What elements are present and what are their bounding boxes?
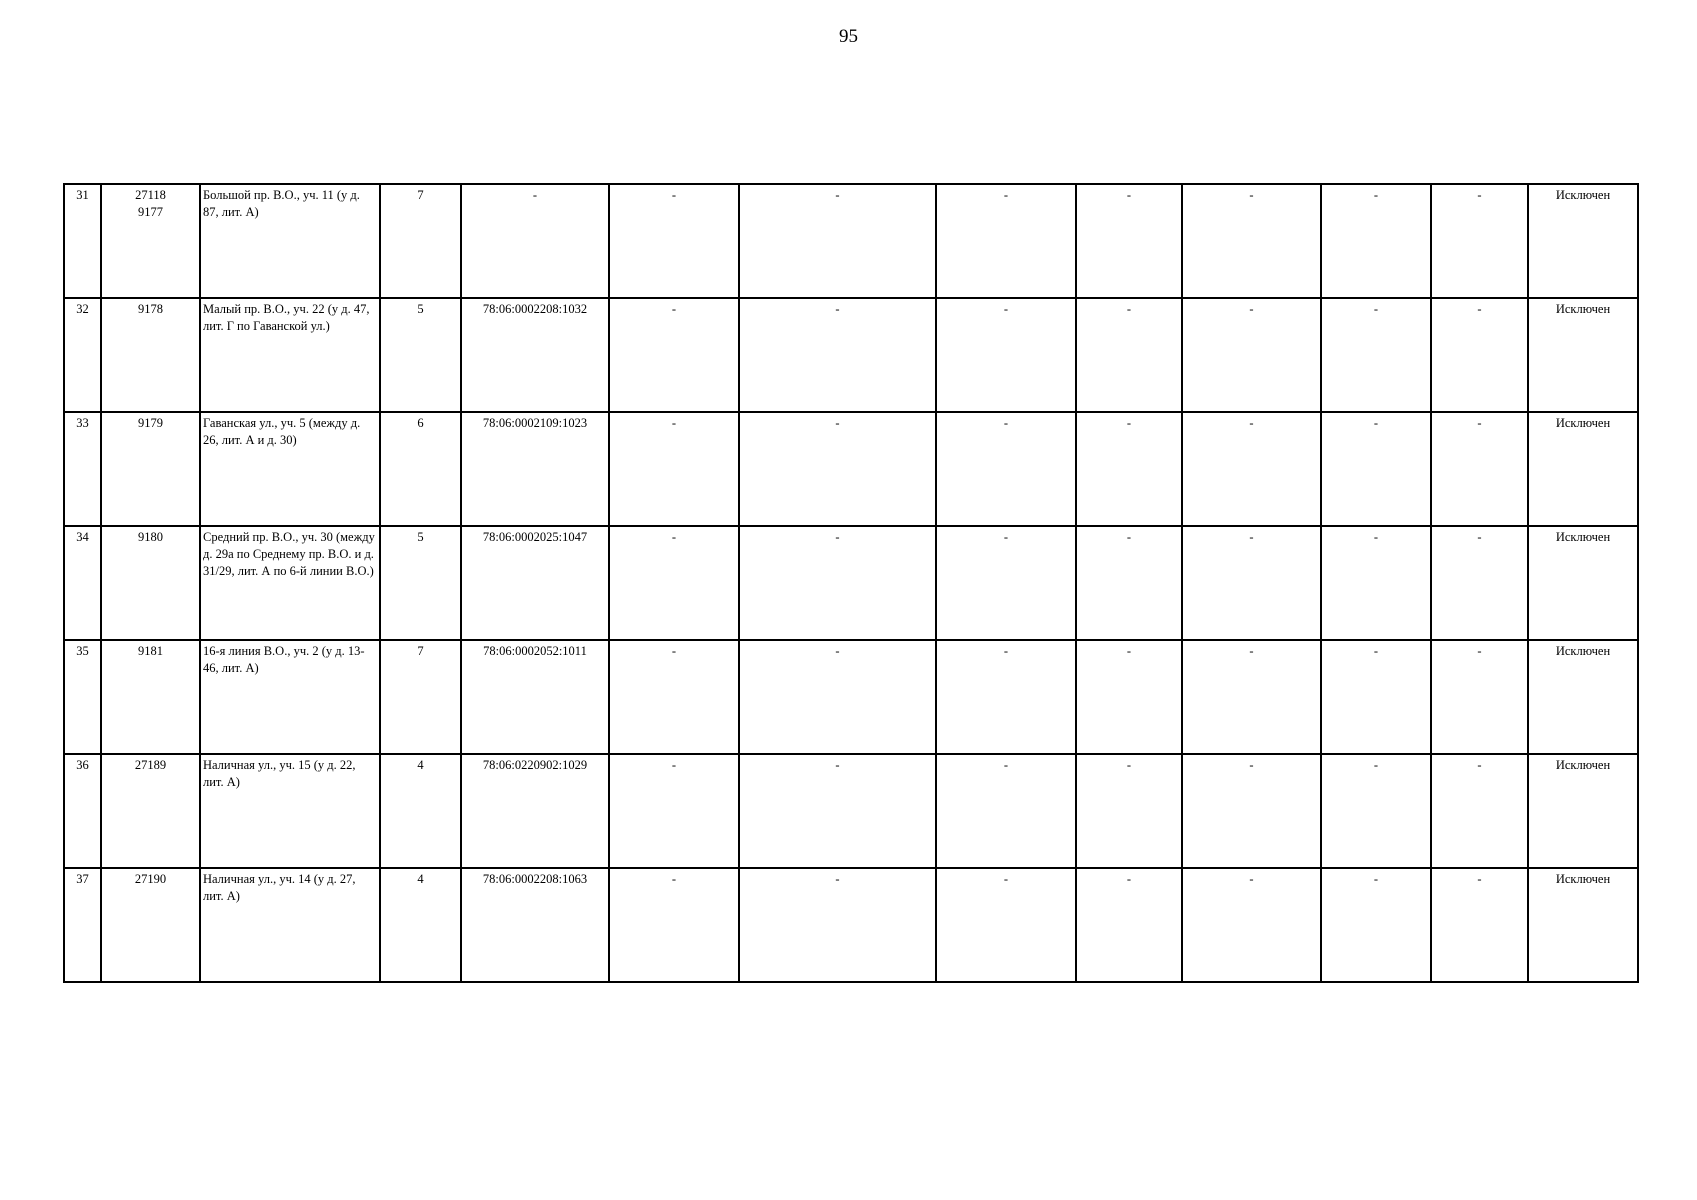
dash-cell: - bbox=[1076, 754, 1182, 868]
dash-cell: - bbox=[1076, 868, 1182, 982]
object-id: 9179 bbox=[138, 416, 163, 430]
row-number-cell: 32 bbox=[64, 298, 101, 412]
object-id-cell bbox=[101, 412, 200, 526]
table-row bbox=[64, 868, 1638, 982]
dash-cell: - bbox=[1431, 640, 1528, 754]
dash-cell: - bbox=[1321, 184, 1431, 298]
dash-cell: - bbox=[1182, 640, 1321, 754]
object-id-cell bbox=[101, 754, 200, 868]
places-cell: 4 bbox=[380, 754, 461, 868]
table-row bbox=[64, 298, 1638, 412]
dash-cell: - bbox=[739, 754, 936, 868]
dash-cell: - bbox=[609, 868, 739, 982]
places-cell: 5 bbox=[380, 526, 461, 640]
row-number-cell: 34 bbox=[64, 526, 101, 640]
object-id: 9181 bbox=[138, 644, 163, 658]
places-cell: 5 bbox=[380, 298, 461, 412]
object-id: 9178 bbox=[138, 302, 163, 316]
address-cell: Средний пр. В.О., уч. 30 (между д. 29а по Среднему пр. В.О. и д. 31/29, лит. А по 6-й линии В.О.) bbox=[200, 526, 380, 640]
status-cell: Исключен bbox=[1528, 868, 1638, 982]
address-cell: 16-я линия В.О., уч. 2 (у д. 13-46, лит. А) bbox=[200, 640, 380, 754]
object-id-cell bbox=[101, 640, 200, 754]
places-cell: 7 bbox=[380, 184, 461, 298]
dash-cell: - bbox=[1321, 868, 1431, 982]
object-id-cell bbox=[101, 184, 200, 298]
cadastral-number-cell: 78:06:0220902:1029 bbox=[461, 754, 609, 868]
page-number: 95 bbox=[839, 26, 858, 47]
status-cell: Исключен bbox=[1528, 412, 1638, 526]
table-row bbox=[64, 526, 1638, 640]
dash-cell: - bbox=[1076, 298, 1182, 412]
dash-cell: - bbox=[1431, 868, 1528, 982]
dash-cell: - bbox=[936, 868, 1076, 982]
object-id: 27189 bbox=[134, 758, 167, 772]
object-id-cell bbox=[101, 298, 200, 412]
dash-cell: - bbox=[1431, 184, 1528, 298]
dash-cell: - bbox=[739, 184, 936, 298]
dash-cell: - bbox=[936, 526, 1076, 640]
dash-cell: - bbox=[609, 754, 739, 868]
places-cell: 4 bbox=[380, 868, 461, 982]
status-cell: Исключен bbox=[1528, 298, 1638, 412]
cadastral-number-cell: 78:06:0002025:1047 bbox=[461, 526, 609, 640]
object-id: 27190 bbox=[134, 872, 167, 886]
object-id: 27118 bbox=[135, 188, 166, 202]
row-number-cell: 33 bbox=[64, 412, 101, 526]
dash-cell: - bbox=[1182, 412, 1321, 526]
dash-cell: - bbox=[1076, 640, 1182, 754]
dash-cell: - bbox=[936, 184, 1076, 298]
cadastral-number-cell: 78:06:0002208:1032 bbox=[461, 298, 609, 412]
status-cell: Исключен bbox=[1528, 526, 1638, 640]
dash-cell: - bbox=[1321, 412, 1431, 526]
dash-cell: - bbox=[1182, 754, 1321, 868]
cadastral-number-cell: 78:06:0002109:1023 bbox=[461, 412, 609, 526]
cadastral-number-cell: 78:06:0002052:1011 bbox=[461, 640, 609, 754]
places-cell: 6 bbox=[380, 412, 461, 526]
dash-cell: - bbox=[739, 640, 936, 754]
row-number-cell: 37 bbox=[64, 868, 101, 982]
dash-cell: - bbox=[609, 184, 739, 298]
row-number-cell: 31 bbox=[64, 184, 101, 298]
dash-cell: - bbox=[1076, 526, 1182, 640]
status-cell: Исключен bbox=[1528, 184, 1638, 298]
dash-cell: - bbox=[609, 526, 739, 640]
dash-cell: - bbox=[1182, 526, 1321, 640]
dash-cell: - bbox=[739, 526, 936, 640]
dash-cell: - bbox=[936, 298, 1076, 412]
cadastral-number-cell: 78:06:0002208:1063 bbox=[461, 868, 609, 982]
dash-cell: - bbox=[609, 412, 739, 526]
address-cell: Большой пр. В.О., уч. 11 (у д. 87, лит. А) bbox=[200, 184, 380, 298]
dash-cell: - bbox=[609, 298, 739, 412]
dash-cell: - bbox=[1431, 412, 1528, 526]
dash-cell: - bbox=[936, 412, 1076, 526]
status-cell: Исключен bbox=[1528, 754, 1638, 868]
address-cell: Гаванская ул., уч. 5 (между д. 26, лит. А и д. 30) bbox=[200, 412, 380, 526]
dash-cell: - bbox=[1321, 526, 1431, 640]
object-id: 9177 bbox=[138, 205, 163, 219]
table-row bbox=[64, 640, 1638, 754]
table-body bbox=[64, 184, 1638, 982]
address-cell: Наличная ул., уч. 15 (у д. 22, лит. А) bbox=[200, 754, 380, 868]
dash-cell: - bbox=[1431, 754, 1528, 868]
table-row bbox=[64, 184, 1638, 298]
cadastral-number-cell: - bbox=[461, 184, 609, 298]
dash-cell: - bbox=[1321, 298, 1431, 412]
status-cell: Исключен bbox=[1528, 640, 1638, 754]
dash-cell: - bbox=[936, 640, 1076, 754]
places-cell: 7 bbox=[380, 640, 461, 754]
dash-cell: - bbox=[1076, 184, 1182, 298]
dash-cell: - bbox=[1182, 298, 1321, 412]
registry-table bbox=[63, 183, 1639, 983]
table-row bbox=[64, 412, 1638, 526]
address-cell: Малый пр. В.О., уч. 22 (у д. 47, лит. Г по Гаванской ул.) bbox=[200, 298, 380, 412]
dash-cell: - bbox=[739, 298, 936, 412]
object-id-cell bbox=[101, 526, 200, 640]
dash-cell: - bbox=[739, 868, 936, 982]
dash-cell: - bbox=[1182, 184, 1321, 298]
dash-cell: - bbox=[609, 640, 739, 754]
dash-cell: - bbox=[1321, 754, 1431, 868]
table-row bbox=[64, 754, 1638, 868]
address-cell: Наличная ул., уч. 14 (у д. 27, лит. А) bbox=[200, 868, 380, 982]
dash-cell: - bbox=[739, 412, 936, 526]
dash-cell: - bbox=[1182, 868, 1321, 982]
dash-cell: - bbox=[1431, 526, 1528, 640]
row-number-cell: 35 bbox=[64, 640, 101, 754]
object-id: 9180 bbox=[138, 530, 163, 544]
dash-cell: - bbox=[1431, 298, 1528, 412]
dash-cell: - bbox=[1321, 640, 1431, 754]
object-id-cell bbox=[101, 868, 200, 982]
row-number-cell: 36 bbox=[64, 754, 101, 868]
dash-cell: - bbox=[936, 754, 1076, 868]
dash-cell: - bbox=[1076, 412, 1182, 526]
